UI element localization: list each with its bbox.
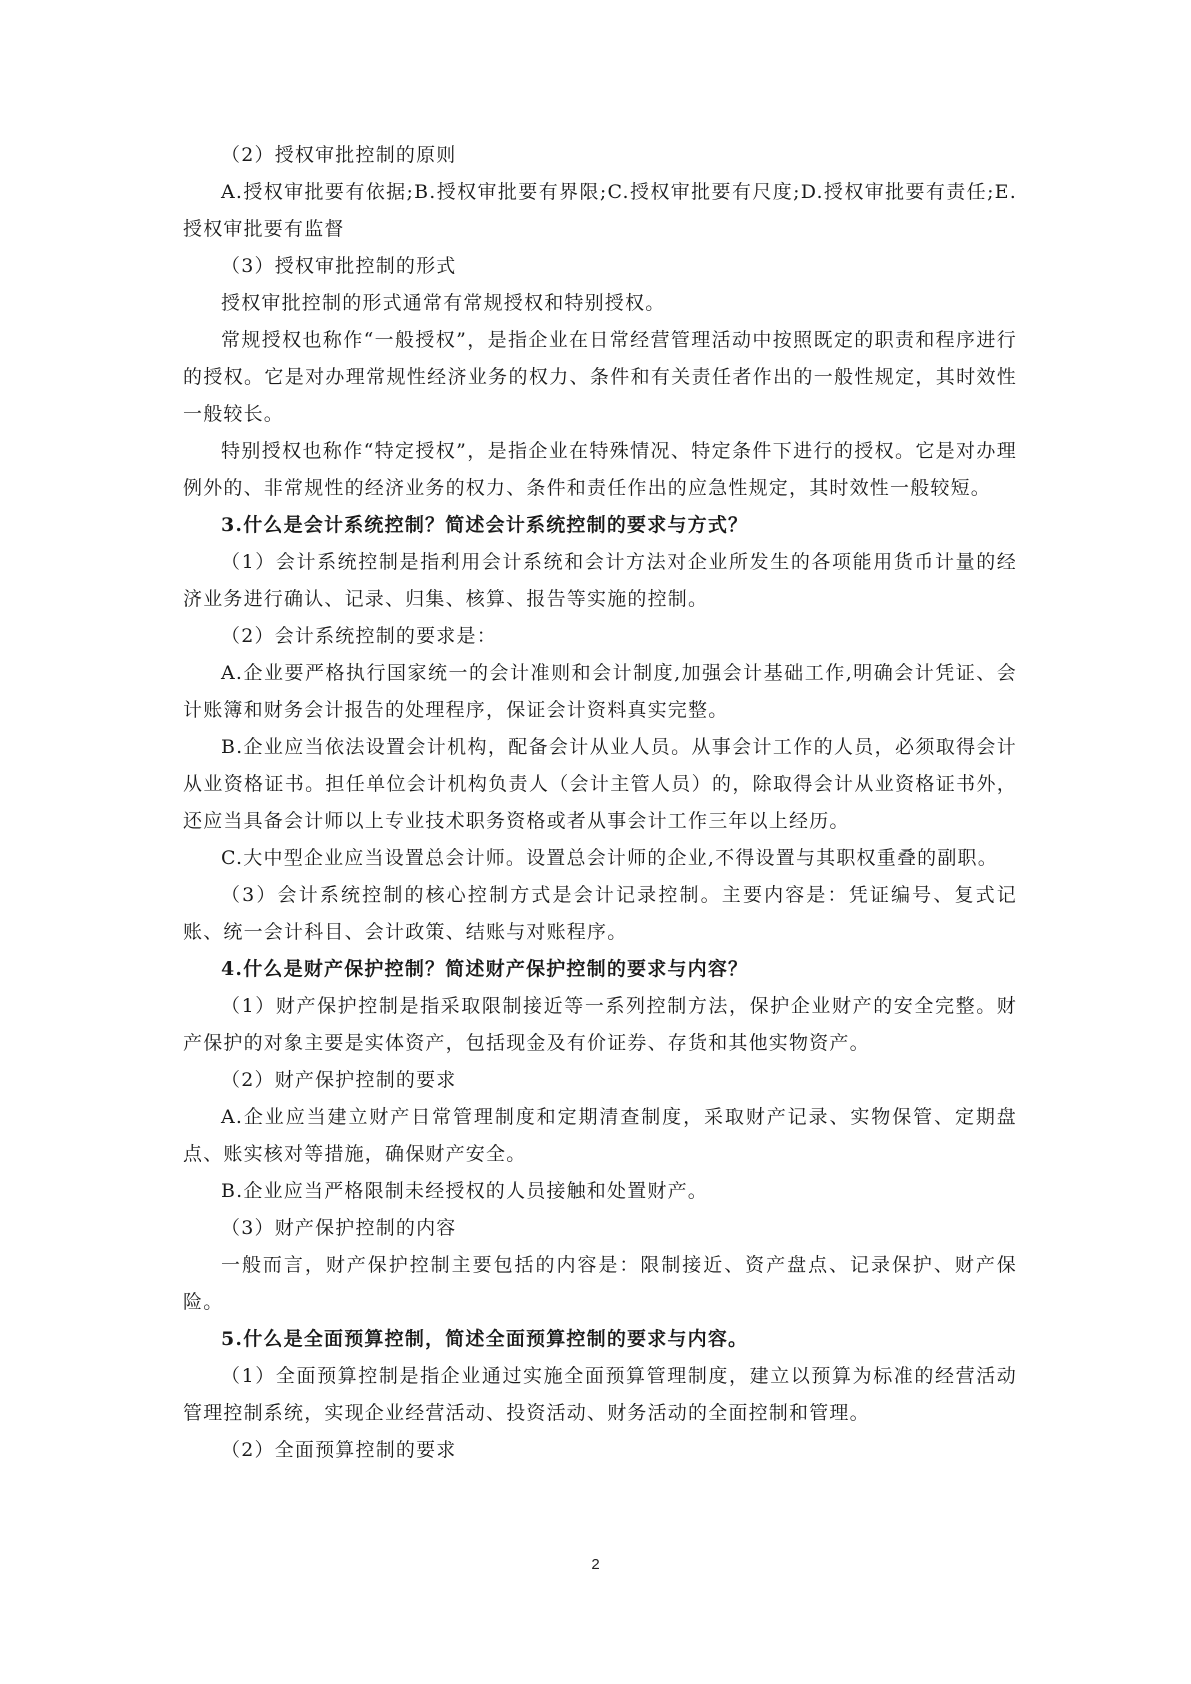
document-body xyxy=(183,137,1017,1469)
paragraph: C.大中型企业应当设置总会计师。设置总会计师的企业,不得设置与其职权重叠的副职。 xyxy=(221,847,998,869)
paragraph: 授权审批控制的形式通常有常规授权和特别授权。 xyxy=(221,292,666,314)
section-heading: 4.什么是财产保护控制？简述财产保护控制的要求与内容？ xyxy=(221,958,749,980)
paragraph: （1）会计系统控制是指利用会计系统和会计方法对企业所发生的各项能用货币计量的经济业务进行确认、记录、归集、核算、报告等实施的控制。 xyxy=(183,551,1017,610)
paragraph: （1）全面预算控制是指企业通过实施全面预算管理制度，建立以预算为标准的经营活动管理控制系统，实现企业经营活动、投资活动、财务活动的全面控制和管理。 xyxy=(183,1365,1017,1424)
paragraph: （3）授权审批控制的形式 xyxy=(221,255,457,277)
paragraph: B.企业应当依法设置会计机构，配备会计从业人员。从事会计工作的人员，必须取得会计从业资格证书。担任单位会计机构负责人（会计主管人员）的，除取得会计从业资格证书外，还应当具备会计师以上专业技术职务资格或者从事会计工作三年以上经历。 xyxy=(183,736,1017,832)
section-heading: 5.什么是全面预算控制，简述全面预算控制的要求与内容。 xyxy=(221,1328,749,1350)
paragraph: A.企业要严格执行国家统一的会计准则和会计制度,加强会计基础工作,明确会计凭证、会计账簿和财务会计报告的处理程序，保证会计资料真实完整。 xyxy=(183,662,1017,721)
paragraph: （3）财产保护控制的内容 xyxy=(221,1217,457,1239)
paragraph: （2）财产保护控制的要求 xyxy=(221,1069,457,1091)
paragraph: （2）会计系统控制的要求是： xyxy=(221,625,497,647)
paragraph: A.企业应当建立财产日常管理制度和定期清查制度，采取财产记录、实物保管、定期盘点、账实核对等措施，确保财产安全。 xyxy=(183,1106,1017,1165)
paragraph: （2）授权审批控制的原则 xyxy=(221,144,457,166)
paragraph: （2）全面预算控制的要求 xyxy=(221,1439,457,1461)
page-number: 2 xyxy=(591,1556,600,1573)
paragraph: 一般而言，财产保护控制主要包括的内容是：限制接近、资产盘点、记录保护、财产保险。 xyxy=(183,1254,1017,1313)
paragraph: B.企业应当严格限制未经授权的人员接触和处置财产。 xyxy=(221,1180,709,1202)
paragraph: （1）财产保护控制是指采取限制接近等一系列控制方法，保护企业财产的安全完整。财产保护的对象主要是实体资产，包括现金及有价证券、存货和其他实物资产。 xyxy=(183,995,1017,1054)
paragraph: 常规授权也称作“一般授权”，是指企业在日常经营管理活动中按照既定的职责和程序进行的授权。它是对办理常规性经济业务的权力、条件和有关责任者作出的一般性规定，其时效性一般较长。 xyxy=(183,329,1017,425)
paragraph: A.授权审批要有依据;B.授权审批要有界限;C.授权审批要有尺度;D.授权审批要有责任;E.授权审批要有监督 xyxy=(183,181,1017,240)
paragraph: （3）会计系统控制的核心控制方式是会计记录控制。主要内容是：凭证编号、复式记账、统一会计科目、会计政策、结账与对账程序。 xyxy=(183,884,1017,943)
section-heading: 3.什么是会计系统控制？简述会计系统控制的要求与方式？ xyxy=(221,514,749,536)
paragraph: 特别授权也称作“特定授权”，是指企业在特殊情况、特定条件下进行的授权。它是对办理例外的、非常规性的经济业务的权力、条件和责任作出的应急性规定，其时效性一般较短。 xyxy=(183,440,1017,499)
